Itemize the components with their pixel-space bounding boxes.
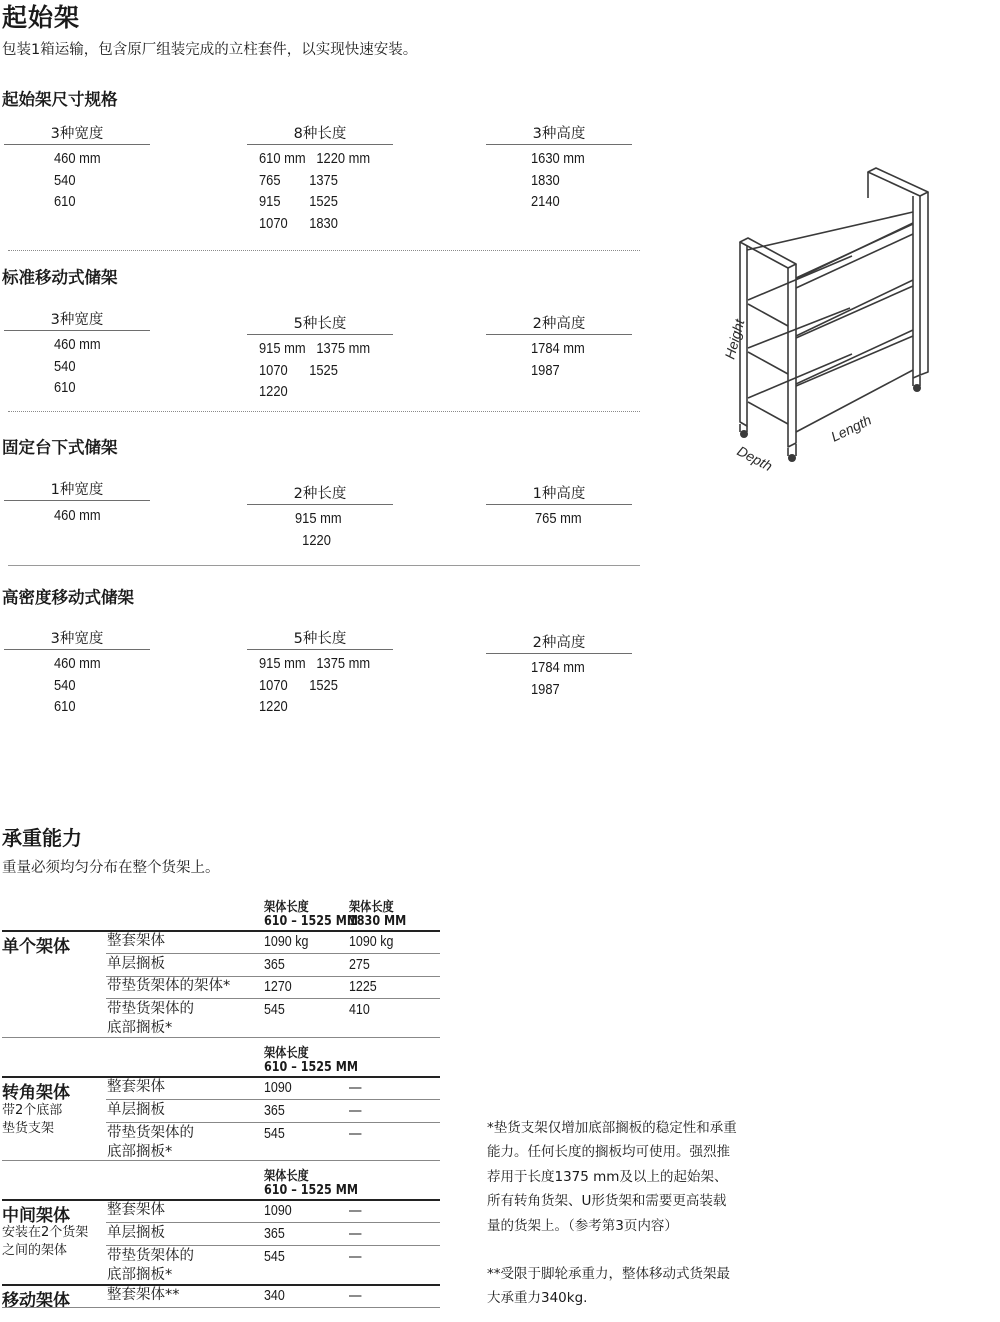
group-rule: [2, 1037, 440, 1038]
group-corner-unit: 转角架体: [2, 1083, 70, 1103]
height-header: 3种高度: [532, 126, 586, 142]
height-header: 1种高度: [532, 486, 586, 502]
intro-text: 包装1箱运输，包含原厂组装完成的立柱套件，以实现快速安装。: [2, 42, 418, 58]
divider: [4, 330, 150, 331]
height-header: 2种高度: [532, 635, 586, 651]
height-header: 2种高度: [532, 316, 586, 332]
cell-value: 545: [264, 1249, 285, 1265]
col-header-text: 架体长度 610 – 1525 MM: [264, 1046, 358, 1075]
row-label: 单层搁板: [107, 956, 165, 972]
length-header: 2种长度: [293, 486, 347, 502]
section-title-high-density: 高密度移动式储架: [2, 588, 134, 607]
cell-value: 545: [264, 1002, 285, 1018]
divider: [4, 144, 150, 145]
group-note: 带2个底部 垫货支架: [2, 1103, 63, 1136]
height-values: 1630 mm 1830 2140: [531, 150, 585, 210]
row-rule: [2, 1307, 440, 1308]
width-header: 3种宽度: [50, 312, 104, 328]
length-header: 8种长度: [293, 126, 347, 142]
width-header: 1种宽度: [50, 482, 104, 498]
footnote-riser: *垫货支架仅增加底部搁板的稳定性和承重能力。任何长度的搁板均可使用。强烈推荐用于长度1375 mm及以上的起始架、所有转角货架、U形货架和需要更高装载量的货架上。（参考第3页内容）: [487, 1120, 737, 1234]
length-axis-label: Length: [828, 411, 874, 445]
cell-value: —: [349, 1226, 362, 1242]
load-capacity-title: 承重能力: [2, 826, 82, 850]
cell-value: 365: [264, 1103, 285, 1119]
row-rule: [106, 1245, 440, 1246]
cell-value: 1270: [264, 979, 292, 995]
divider: [486, 144, 632, 145]
group-note: 安装在2个货架 之间的架体: [2, 1225, 89, 1258]
row-rule: [106, 1222, 440, 1223]
section-divider: [8, 250, 640, 251]
length-values: 915 mm 1220: [295, 510, 342, 549]
length-header: 5种长度: [293, 631, 347, 647]
row-rule: [106, 1099, 440, 1100]
group-mobile-unit: 移动架体: [2, 1291, 70, 1311]
row-label: 整套架体: [107, 933, 165, 949]
divider: [247, 649, 393, 650]
row-rule: [106, 953, 440, 954]
section-title-starter: 起始架尺寸规格: [2, 90, 118, 109]
cell-value: 545: [264, 1126, 285, 1142]
width-values: 460 mm 540 610: [54, 150, 101, 210]
footnote-mobile: **受限于脚轮承重力，整体移动式货架最大承重力340kg.: [487, 1266, 730, 1307]
row-label: 带垫货架体的 底部搁板*: [107, 1001, 194, 1036]
group-single-unit: 单个架体: [2, 937, 70, 957]
height-axis-label: Height: [721, 317, 748, 361]
length-values: 610 mm 1220 mm 765 1375 915 1525 1070 1830: [259, 150, 371, 232]
divider: [486, 334, 632, 335]
depth-axis-label: Depth: [734, 442, 776, 475]
row-label: 带垫货架体的 底部搁板*: [107, 1248, 194, 1283]
divider: [486, 504, 632, 505]
cell-value: 275: [349, 957, 370, 973]
divider: [247, 334, 393, 335]
cell-value: 1090: [264, 1080, 292, 1096]
cell-value: 1090: [264, 1203, 292, 1219]
height-values: 1784 mm 1987: [531, 340, 585, 379]
col-header-1830: 架体长度 1830 MM: [349, 900, 407, 929]
col-header-text: 架体长度 610 – 1525 MM: [264, 1169, 358, 1198]
length-values: 915 mm 1375 mm 1070 1525 1220: [259, 340, 371, 400]
row-rule: [106, 1122, 440, 1123]
cell-value: —: [349, 1203, 362, 1219]
group-rule: [2, 1160, 440, 1161]
section-title-standard-mobile: 标准移动式储架: [2, 268, 118, 287]
length-values: 915 mm 1375 mm 1070 1525 1220: [259, 655, 371, 715]
cell-value: 410: [349, 1002, 370, 1018]
cell-value: 1090 kg: [349, 934, 394, 950]
row-label: 单层搁板: [107, 1225, 165, 1241]
divider: [4, 500, 150, 501]
page-title: 起始架: [2, 3, 81, 32]
height-values: 1784 mm 1987: [531, 659, 585, 698]
width-values: 460 mm 540 610: [54, 336, 101, 396]
divider: [486, 653, 632, 654]
length-header: 5种长度: [293, 316, 347, 332]
height-values: 765 mm: [535, 510, 582, 527]
width-values: 460 mm 540 610: [54, 655, 101, 715]
cell-value: 365: [264, 1226, 285, 1242]
row-label: 单层搁板: [107, 1102, 165, 1118]
col-header-610-1525: 架体长度 610 – 1525 MM: [264, 900, 358, 929]
col-header-610-1525: [264, 1047, 358, 1075]
row-label: 整套架体**: [107, 1287, 180, 1303]
col-header-610-1525: [264, 1170, 358, 1198]
width-header: 3种宽度: [50, 126, 104, 142]
shelf-diagram: [700, 160, 960, 480]
row-label: 带垫货架体的 底部搁板*: [107, 1125, 194, 1160]
cell-value: 340: [264, 1288, 285, 1304]
row-label: 带垫货架体的架体*: [107, 978, 231, 994]
cell-value: —: [349, 1288, 362, 1304]
cell-value: 1225: [349, 979, 377, 995]
width-header: 3种宽度: [50, 631, 104, 647]
section-divider: [8, 411, 640, 412]
section-title-undercounter: 固定台下式储架: [2, 438, 118, 457]
cell-value: —: [349, 1126, 362, 1142]
cell-value: —: [349, 1103, 362, 1119]
divider: [247, 504, 393, 505]
group-middle-unit: 中间架体: [2, 1206, 70, 1226]
divider: [4, 649, 150, 650]
width-values: 460 mm: [54, 507, 101, 524]
row-label: 整套架体: [107, 1079, 165, 1095]
cell-value: 365: [264, 957, 285, 973]
cell-value: —: [349, 1249, 362, 1265]
cell-value: —: [349, 1080, 362, 1096]
row-rule: [106, 998, 440, 999]
divider: [247, 144, 393, 145]
section-divider: [8, 565, 640, 566]
row-label: 整套架体: [107, 1202, 165, 1218]
load-capacity-subtitle: 重量必须均匀分布在整个货架上。: [2, 860, 220, 876]
cell-value: 1090 kg: [264, 934, 309, 950]
